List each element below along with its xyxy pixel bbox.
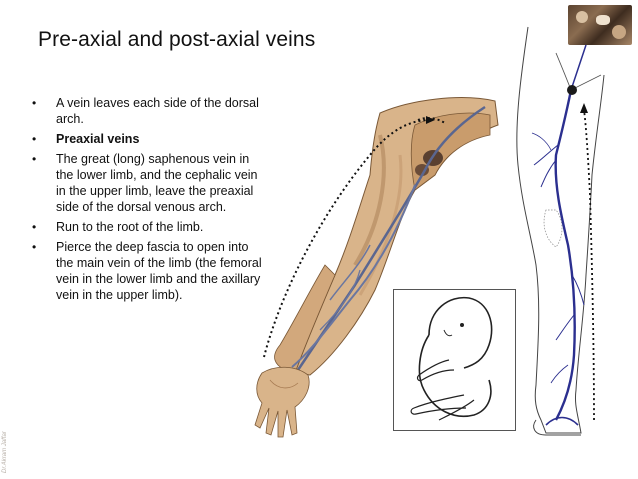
bullet-text: Pierce the deep fascia to open into the main vein of the limb (the femoral vein in the lower limb and the axillary vein in the upper limb). bbox=[56, 240, 262, 302]
bullet-item bbox=[32, 239, 267, 303]
bullet-dot-icon: • bbox=[32, 152, 37, 166]
hand-skin bbox=[255, 367, 309, 437]
embryo-image-frame bbox=[393, 289, 516, 431]
shoulder-skin bbox=[411, 113, 490, 190]
bullet-dot-icon: • bbox=[32, 96, 37, 110]
dotted-arrow-icon bbox=[584, 110, 594, 420]
bullet-dot-icon: • bbox=[32, 132, 37, 146]
slide-title: Pre-axial and post-axial veins bbox=[38, 28, 316, 51]
bullet-item bbox=[32, 131, 267, 147]
bullet-text: Run to the root of the limb. bbox=[56, 220, 204, 234]
author-watermark bbox=[2, 405, 14, 475]
bullet-text: A vein leaves each side of the dorsal arch. bbox=[56, 96, 259, 126]
lecture-photo-thumbnail bbox=[568, 5, 632, 45]
bullet-item bbox=[32, 95, 267, 127]
bullet-dot-icon: • bbox=[32, 220, 37, 234]
bullet-dot-icon: • bbox=[32, 240, 37, 254]
embryo-illustration bbox=[394, 290, 515, 430]
arrow-head-icon bbox=[580, 103, 588, 113]
leg-outline bbox=[517, 27, 604, 433]
great-saphenous-vein bbox=[556, 90, 575, 420]
lower-limb-vein-illustration bbox=[506, 15, 616, 445]
bullet-item bbox=[32, 151, 267, 215]
bullet-text: Preaxial veins bbox=[56, 132, 140, 146]
bullet-list bbox=[32, 95, 267, 307]
dorsal-venous-arch bbox=[546, 418, 578, 426]
bullet-text: The great (long) saphenous vein in the lower limb, and the cephalic vein in the upper limb, leave the preaxial side of the dorsal venous arch. bbox=[56, 152, 258, 214]
watermark-text: Dr.Akram Jaffar bbox=[2, 431, 8, 473]
bullet-item bbox=[32, 219, 267, 235]
